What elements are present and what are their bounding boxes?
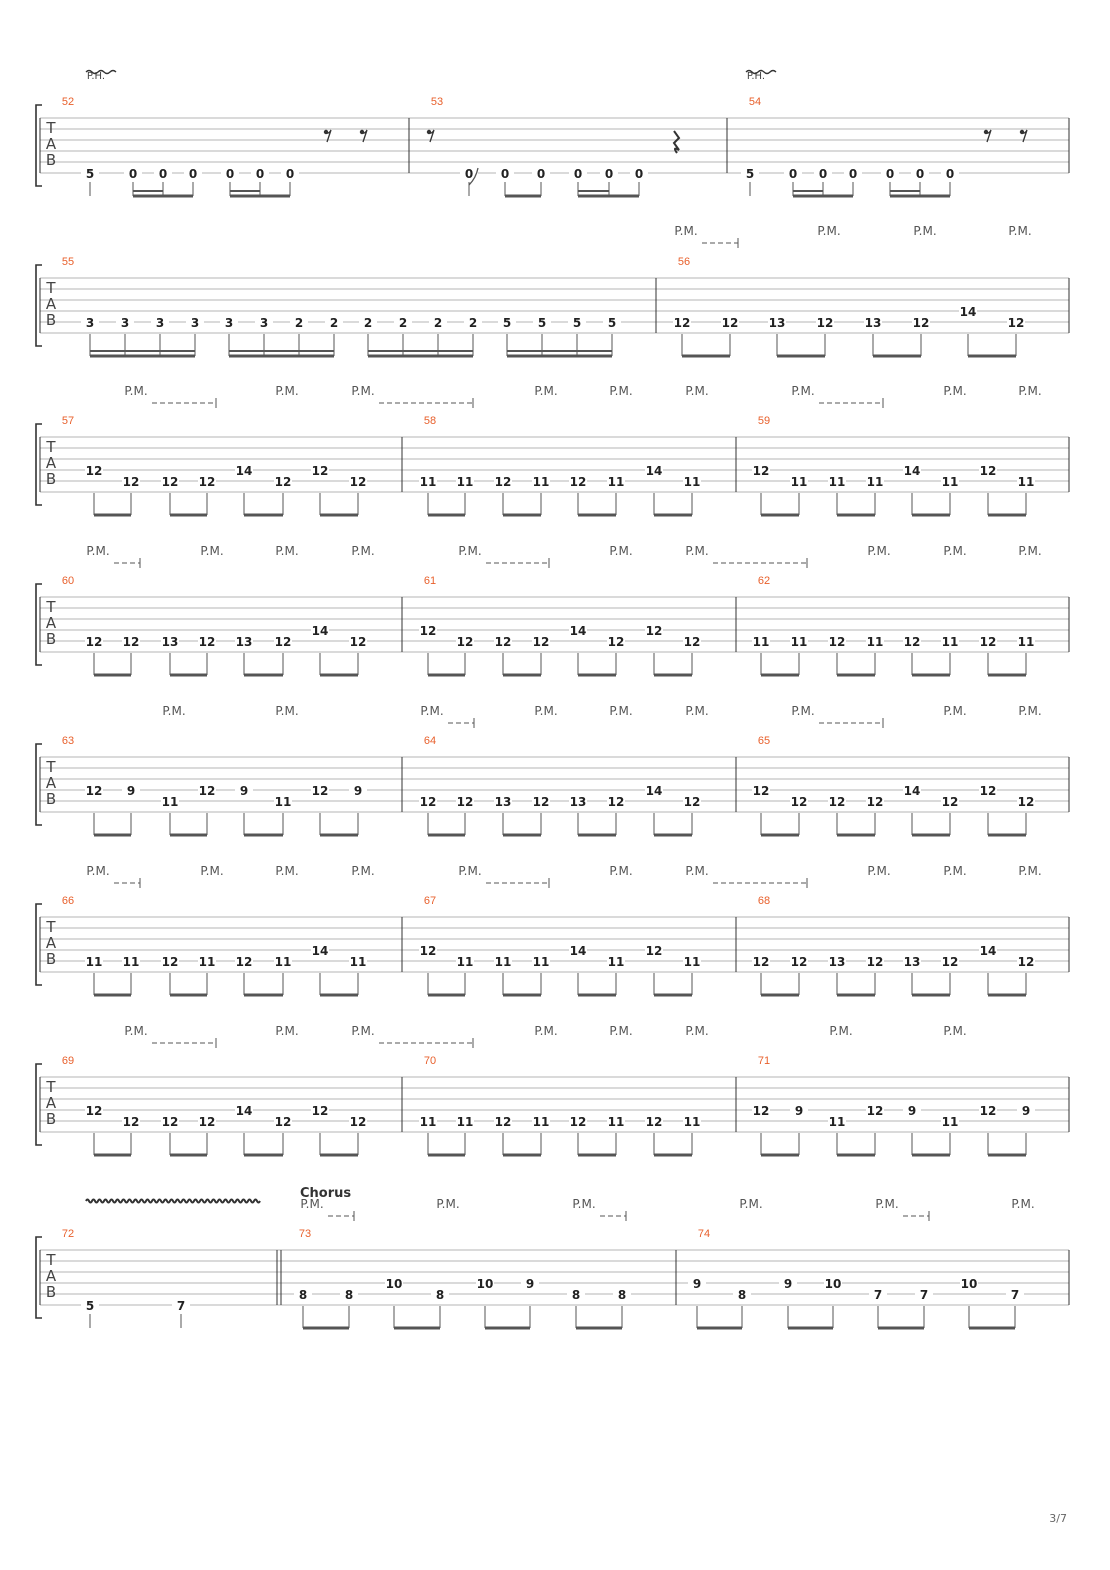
palm-mute-label: P.M. [572, 1197, 596, 1211]
fret-number: 13 [828, 955, 846, 969]
tab-clef-letter: A [45, 774, 57, 792]
fret-number: 12 [349, 1115, 367, 1129]
palm-mute-label: P.M. [943, 1024, 967, 1038]
fret-number: 12 [456, 795, 474, 809]
fret-number: 12 [683, 635, 701, 649]
tab-clef-letter: B [45, 630, 57, 648]
palm-mute-label: P.M. [534, 1024, 558, 1038]
fret-number: 12 [1007, 316, 1025, 330]
fret-number: 12 [85, 635, 103, 649]
fret-number: 12 [198, 784, 216, 798]
fret-number: 9 [692, 1277, 702, 1291]
fret-number: 2 [468, 316, 478, 330]
palm-mute-label: P.M. [86, 864, 110, 878]
fret-number: 0 [464, 167, 474, 181]
fret-number: 12 [1017, 955, 1035, 969]
fret-number: 5 [607, 316, 617, 330]
fret-number: 3 [190, 316, 200, 330]
palm-mute-label: P.M. [867, 864, 891, 878]
fret-number: 12 [912, 316, 930, 330]
fret-number: 11 [790, 475, 808, 489]
palm-mute-label: P.M. [275, 384, 299, 398]
fret-number: 11 [532, 475, 550, 489]
fret-number: 5 [85, 167, 95, 181]
palm-mute-label: P.M. [943, 864, 967, 878]
palm-mute-label: P.M. [913, 224, 937, 238]
fret-number: 9 [794, 1104, 804, 1118]
palm-mute-label: P.M. [685, 384, 709, 398]
palm-mute-label: P.M. [1018, 544, 1042, 558]
fret-number: 11 [456, 475, 474, 489]
fret-number: 12 [494, 635, 512, 649]
palm-mute-label: P.M. [1018, 384, 1042, 398]
palm-mute-label: P.M. [943, 544, 967, 558]
fret-number: 12 [979, 784, 997, 798]
fret-number: 12 [122, 1115, 140, 1129]
fret-number: 0 [945, 167, 955, 181]
fret-number: 12 [198, 475, 216, 489]
fret-number: 12 [311, 784, 329, 798]
fret-number: 11 [1017, 475, 1035, 489]
fret-number: 7 [873, 1288, 883, 1302]
fret-number: 2 [363, 316, 373, 330]
fret-number: 14 [979, 944, 997, 958]
fret-number: 11 [941, 1115, 959, 1129]
fret-number: 12 [274, 635, 292, 649]
fret-number: 12 [274, 475, 292, 489]
measure-number: 72 [61, 1228, 75, 1240]
measure-number: 69 [61, 1055, 75, 1067]
palm-mute-label: P.M. [817, 224, 841, 238]
tab-clef-letter: A [45, 454, 57, 472]
fret-number: 11 [828, 475, 846, 489]
fret-number: 11 [866, 475, 884, 489]
fret-number: 11 [941, 635, 959, 649]
fret-number: 7 [919, 1288, 929, 1302]
fret-number: 11 [607, 955, 625, 969]
tab-clef-letter: B [45, 151, 57, 169]
palm-mute-label: P.M. [124, 1024, 148, 1038]
palm-mute-label: P.M. [685, 704, 709, 718]
fret-number: 14 [903, 464, 921, 478]
fret-number: 12 [673, 316, 691, 330]
fret-number: 12 [122, 475, 140, 489]
fret-number: 0 [536, 167, 546, 181]
palm-mute-label: P.M. [867, 544, 891, 558]
fret-number: 12 [607, 795, 625, 809]
fret-number: 11 [122, 955, 140, 969]
system-brace [36, 265, 42, 346]
tab-clef-letter: B [45, 470, 57, 488]
measure-number: 62 [757, 575, 771, 587]
fret-number: 12 [790, 795, 808, 809]
fret-number: 12 [1017, 795, 1035, 809]
fret-number: 12 [161, 955, 179, 969]
measure-number: 53 [430, 96, 444, 108]
fret-number: 5 [85, 1299, 95, 1313]
measure-number: 56 [677, 256, 691, 268]
fret-number: 12 [752, 464, 770, 478]
fret-number: 2 [329, 316, 339, 330]
tab-clef-letter: A [45, 614, 57, 632]
fret-number: 3 [224, 316, 234, 330]
fret-number: 12 [752, 784, 770, 798]
palm-mute-label: P.M. [458, 864, 482, 878]
fret-number: 0 [848, 167, 858, 181]
system-brace [36, 105, 42, 186]
fret-number: 0 [225, 167, 235, 181]
system-brace [36, 424, 42, 505]
palm-mute-label: P.M. [436, 1197, 460, 1211]
fret-number: 12 [903, 635, 921, 649]
fret-number: 13 [768, 316, 786, 330]
fret-number: 2 [433, 316, 443, 330]
fret-number: 5 [745, 167, 755, 181]
fret-number: 14 [569, 944, 587, 958]
fret-number: 12 [85, 784, 103, 798]
fret-number: 12 [569, 1115, 587, 1129]
fret-number: 9 [783, 1277, 793, 1291]
fret-number: 13 [903, 955, 921, 969]
palm-mute-label: P.M. [351, 384, 375, 398]
palm-mute-label: P.M. [275, 864, 299, 878]
fret-number: 9 [239, 784, 249, 798]
fret-number: 12 [235, 955, 253, 969]
fret-number: 12 [979, 635, 997, 649]
measure-number: 74 [697, 1228, 711, 1240]
palm-mute-label: P.M. [200, 864, 224, 878]
palm-mute-label: P.M. [685, 544, 709, 558]
fret-number: 11 [683, 955, 701, 969]
measure-number: 66 [61, 895, 75, 907]
fret-number: 12 [816, 316, 834, 330]
palm-mute-label: P.M. [609, 704, 633, 718]
fret-number: 11 [456, 1115, 474, 1129]
fret-number: 14 [645, 464, 663, 478]
tab-clef-letter: T [46, 279, 56, 297]
system-brace [36, 904, 42, 985]
fret-number: 9 [126, 784, 136, 798]
tab-clef-letter: T [46, 1251, 56, 1269]
palm-mute-label: P.M. [162, 704, 186, 718]
fret-number: 11 [161, 795, 179, 809]
system-brace [36, 584, 42, 665]
measure-number: 67 [423, 895, 437, 907]
palm-mute-label: P.M. [86, 544, 110, 558]
fret-number: 14 [959, 305, 977, 319]
fret-number: 11 [198, 955, 216, 969]
fret-number: 13 [235, 635, 253, 649]
tab-clef-letter: T [46, 758, 56, 776]
fret-number: 3 [85, 316, 95, 330]
palm-mute-label: P.M. [609, 544, 633, 558]
measure-number: 65 [757, 735, 771, 747]
tab-clef-letter: T [46, 1078, 56, 1096]
palm-mute-label: P.M. [674, 224, 698, 238]
measure-number: 63 [61, 735, 75, 747]
fret-number: 12 [866, 955, 884, 969]
fret-number: 11 [683, 1115, 701, 1129]
palm-mute-label: P.M. [829, 1024, 853, 1038]
fret-number: 3 [155, 316, 165, 330]
palm-mute-label: P.M. [124, 384, 148, 398]
fret-number: 12 [532, 795, 550, 809]
fret-number: 12 [979, 1104, 997, 1118]
fret-number: 12 [645, 1115, 663, 1129]
fret-number: 14 [903, 784, 921, 798]
palm-mute-label: P.M. [351, 864, 375, 878]
palm-mute-label: P.M. [739, 1197, 763, 1211]
fret-number: 11 [790, 635, 808, 649]
fret-number: 11 [349, 955, 367, 969]
fret-number: 0 [255, 167, 265, 181]
fret-number: 11 [494, 955, 512, 969]
fret-number: 5 [537, 316, 547, 330]
fret-number: 12 [419, 944, 437, 958]
system-brace [36, 1237, 42, 1318]
section-label: Chorus [300, 1186, 352, 1201]
palm-mute-label: P.M. [275, 1024, 299, 1038]
fret-number: 12 [198, 1115, 216, 1129]
fret-number: 12 [645, 624, 663, 638]
fret-number: 0 [500, 167, 510, 181]
fret-number: 0 [818, 167, 828, 181]
fret-number: 14 [311, 624, 329, 638]
fret-number: 12 [828, 635, 846, 649]
measure-number: 59 [757, 415, 771, 427]
fret-number: 2 [294, 316, 304, 330]
fret-number: 12 [790, 955, 808, 969]
tab-clef-letter: A [45, 934, 57, 952]
fret-number: 0 [188, 167, 198, 181]
fret-number: 12 [941, 955, 959, 969]
fret-number: 11 [607, 475, 625, 489]
fret-number: 11 [85, 955, 103, 969]
system-brace [36, 1064, 42, 1145]
fret-number: 12 [683, 795, 701, 809]
measure-number: 52 [61, 96, 75, 108]
fret-number: 12 [161, 475, 179, 489]
tab-clef-letter: B [45, 1110, 57, 1128]
fret-number: 11 [941, 475, 959, 489]
fret-number: 11 [866, 635, 884, 649]
measure-number: 55 [61, 256, 75, 268]
fret-number: 8 [571, 1288, 581, 1302]
palm-mute-label: P.M. [458, 544, 482, 558]
palm-mute-label: P.M. [275, 704, 299, 718]
tab-clef-letter: B [45, 1283, 57, 1301]
fret-number: 11 [752, 635, 770, 649]
fret-number: 12 [311, 1104, 329, 1118]
measure-number: 60 [61, 575, 75, 587]
fret-number: 14 [645, 784, 663, 798]
palm-mute-label: P.M. [609, 1024, 633, 1038]
fret-number: 11 [274, 955, 292, 969]
tab-clef-letter: B [45, 311, 57, 329]
fret-number: 13 [864, 316, 882, 330]
fret-number: 12 [532, 635, 550, 649]
fret-number: 9 [353, 784, 363, 798]
tab-clef-letter: T [46, 119, 56, 137]
palm-mute-label: P.M. [1011, 1197, 1035, 1211]
fret-number: 12 [828, 795, 846, 809]
fret-number: 11 [419, 475, 437, 489]
fret-number: 13 [494, 795, 512, 809]
fret-number: 14 [569, 624, 587, 638]
palm-mute-label: P.M. [200, 544, 224, 558]
tab-clef-letter: A [45, 295, 57, 313]
tab-clef-letter: B [45, 790, 57, 808]
tab-clef-letter: T [46, 598, 56, 616]
fret-number: 12 [494, 475, 512, 489]
fret-number: 14 [235, 1104, 253, 1118]
palm-mute-label: P.M. [875, 1197, 899, 1211]
fret-number: 12 [494, 1115, 512, 1129]
fret-number: 12 [85, 1104, 103, 1118]
fret-number: 13 [569, 795, 587, 809]
fret-number: 11 [1017, 635, 1035, 649]
fret-number: 12 [311, 464, 329, 478]
fret-number: 11 [532, 955, 550, 969]
measure-number: 57 [61, 415, 75, 427]
fret-number: 11 [683, 475, 701, 489]
fret-number: 10 [476, 1277, 494, 1291]
measure-number: 71 [757, 1055, 771, 1067]
fret-number: 9 [907, 1104, 917, 1118]
fret-number: 11 [456, 955, 474, 969]
fret-number: 0 [128, 167, 138, 181]
measure-number: 68 [757, 895, 771, 907]
palm-mute-label: P.M. [943, 384, 967, 398]
tab-clef-letter: T [46, 918, 56, 936]
fret-number: 5 [572, 316, 582, 330]
fret-number: 5 [502, 316, 512, 330]
palm-mute-label: P.M. [791, 384, 815, 398]
fret-number: 12 [349, 475, 367, 489]
palm-mute-label: P.M. [1008, 224, 1032, 238]
fret-number: 12 [941, 795, 959, 809]
fret-number: 3 [259, 316, 269, 330]
fret-number: 0 [788, 167, 798, 181]
fret-number: 12 [866, 795, 884, 809]
fret-number: 0 [573, 167, 583, 181]
fret-number: 0 [885, 167, 895, 181]
palm-mute-label: P.M. [534, 384, 558, 398]
pinch-harmonic-label: P.H. [86, 71, 106, 82]
measure-number: 54 [748, 96, 762, 108]
fret-number: 7 [176, 1299, 186, 1313]
fret-number: 10 [960, 1277, 978, 1291]
fret-number: 9 [525, 1277, 535, 1291]
fret-number: 10 [824, 1277, 842, 1291]
fret-number: 10 [385, 1277, 403, 1291]
fret-number: 11 [828, 1115, 846, 1129]
fret-number: 3 [120, 316, 130, 330]
fret-number: 8 [737, 1288, 747, 1302]
fret-number: 12 [569, 475, 587, 489]
fret-number: 14 [235, 464, 253, 478]
fret-number: 12 [122, 635, 140, 649]
palm-mute-label: P.M. [609, 864, 633, 878]
fret-number: 14 [311, 944, 329, 958]
palm-mute-label: P.M. [534, 704, 558, 718]
fret-number: 11 [607, 1115, 625, 1129]
palm-mute-label: P.M. [609, 384, 633, 398]
fret-number: 13 [161, 635, 179, 649]
measure-number: 58 [423, 415, 437, 427]
measure-number: 70 [423, 1055, 437, 1067]
tab-clef-letter: A [45, 1267, 57, 1285]
fret-number: 12 [752, 955, 770, 969]
tab-clef-letter: T [46, 438, 56, 456]
fret-number: 12 [419, 795, 437, 809]
fret-number: 12 [85, 464, 103, 478]
palm-mute-label: P.M. [685, 1024, 709, 1038]
fret-number: 11 [274, 795, 292, 809]
palm-mute-label: P.M. [1018, 864, 1042, 878]
tab-clef-letter: B [45, 950, 57, 968]
fret-number: 12 [274, 1115, 292, 1129]
palm-mute-label: P.M. [351, 1024, 375, 1038]
fret-number: 8 [617, 1288, 627, 1302]
fret-number: 11 [419, 1115, 437, 1129]
measure-number: 64 [423, 735, 437, 747]
page-number: 3/7 [1049, 1512, 1067, 1525]
palm-mute-label: P.M. [685, 864, 709, 878]
fret-number: 0 [634, 167, 644, 181]
fret-number: 12 [607, 635, 625, 649]
palm-mute-label: P.M. [300, 1197, 324, 1211]
palm-mute-label: P.M. [791, 704, 815, 718]
fret-number: 12 [752, 1104, 770, 1118]
fret-number: 12 [456, 635, 474, 649]
palm-mute-label: P.M. [351, 544, 375, 558]
fret-number: 8 [298, 1288, 308, 1302]
tab-clef-letter: A [45, 1094, 57, 1112]
fret-number: 0 [285, 167, 295, 181]
fret-number: 12 [198, 635, 216, 649]
fret-number: 2 [398, 316, 408, 330]
fret-number: 9 [1021, 1104, 1031, 1118]
measure-number: 73 [298, 1228, 312, 1240]
vibrato-icon [86, 1200, 260, 1203]
measure-number: 61 [423, 575, 437, 587]
fret-number: 11 [532, 1115, 550, 1129]
system-brace [36, 744, 42, 825]
palm-mute-label: P.M. [275, 544, 299, 558]
palm-mute-label: P.M. [943, 704, 967, 718]
pinch-harmonic-label: P.H. [746, 71, 766, 82]
fret-number: 12 [419, 624, 437, 638]
quarter-rest-icon [674, 131, 679, 153]
fret-number: 12 [349, 635, 367, 649]
fret-number: 0 [915, 167, 925, 181]
fret-number: 0 [158, 167, 168, 181]
fret-number: 12 [979, 464, 997, 478]
fret-number: 7 [1010, 1288, 1020, 1302]
palm-mute-label: P.M. [420, 704, 444, 718]
fret-number: 12 [645, 944, 663, 958]
fret-number: 12 [161, 1115, 179, 1129]
palm-mute-label: P.M. [1018, 704, 1042, 718]
tab-clef-letter: A [45, 135, 57, 153]
fret-number: 8 [344, 1288, 354, 1302]
fret-number: 0 [604, 167, 614, 181]
fret-number: 12 [721, 316, 739, 330]
fret-number: 8 [435, 1288, 445, 1302]
fret-number: 12 [866, 1104, 884, 1118]
